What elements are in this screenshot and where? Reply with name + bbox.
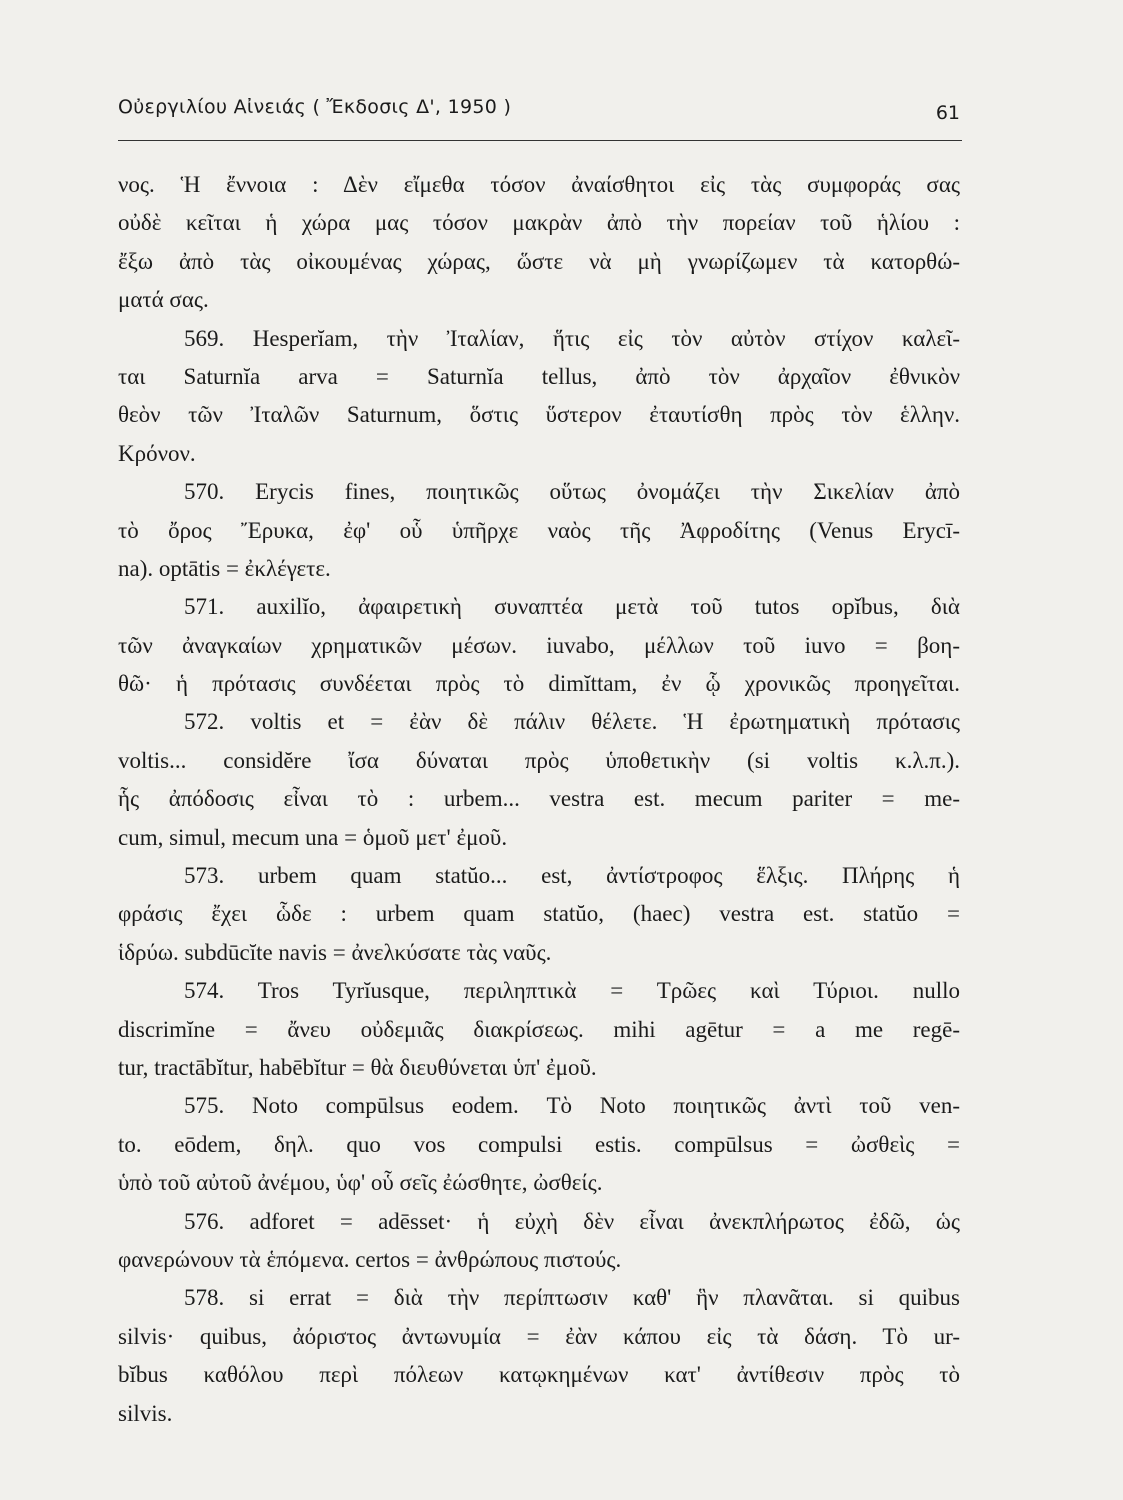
running-head [118,96,960,132]
text-line: tur, tractābĭtur, habēbĭtur = θὰ διευθύνεται ὑπ' ἐμοῦ. [118,1054,597,1080]
text-line: voltis... considĕre ἴσα δύναται πρὸς ὑποθετικὴν (si voltis κ.λ.π.). [118,747,960,773]
running-title: Οὐεργιλίου Αἰνειάς ( Ἔκδοσις Δ', 1950 ) [118,96,512,118]
text-line: ματά σας. [118,287,209,313]
text-line: ἔξω ἀπὸ τὰς οἰκουμένας χώρας, ὥστε νὰ μὴ γνωρίζωμεν τὰ κατορθώ- [118,248,960,274]
page-number: 61 [935,102,960,124]
text-line: silvis· quibus, ἀόριστος ἀντωνυμία = ἐὰν κάπου εἰς τὰ δάση. Τὸ ur- [118,1323,960,1349]
text-line: οὐδὲ κεῖται ἡ χώρα μας τόσον μακρὰν ἀπὸ τὴν πορείαν τοῦ ἡλίου : [118,210,960,236]
text-line: na). optātis = ἐκλέγετε. [118,555,331,581]
text-line: ἱδρύω. subdūcĭte navis = ἀνελκύσατε τὰς ναῦς. [118,939,552,965]
text-line: τὸ ὄρος Ἔρυκα, ἐφ' οὗ ὑπῆρχε ναὸς τῆς Ἀφροδίτης (Venus Erycī- [118,517,960,543]
text-line: ὑπὸ τοῦ αὐτοῦ ἀνέμου, ὑφ' οὗ σεῖς ἐώσθητε, ὠσθείς. [118,1170,603,1196]
text-line: θῶ· ἡ πρότασις συνδέεται πρὸς τὸ dimĭttam, ἐν ᾧ χρονικῶς προηγεῖται. [118,671,960,697]
text-line: Κρόνον. [118,440,196,466]
text-line: ἧς ἀπόδοσις εἶναι τὸ : urbem... vestra est. mecum pariter = me- [118,786,960,812]
header-rule [118,140,962,141]
text-line: νος. Ἡ ἔννοια : Δὲν εἴμεθα τόσον ἀναίσθητοι εἰς τὰς συμφοράς σας [118,172,960,197]
text-line: bĭbus καθόλου περὶ πόλεων κατῳκημένων κατ' ἀντίθεσιν πρὸς τὸ [118,1362,960,1388]
text-line: 576. adforet = adēsset· ἡ εὐχὴ δὲν εἶναι ἀνεκπλήρωτος ἐδῶ, ὡς [184,1208,960,1234]
text-line: 571. auxilĭo, ἀφαιρετικὴ συναπτέα μετὰ τοῦ tutos opĭbus, διὰ [184,594,960,620]
text-line: 574. Tros Tyrĭusque, περιληπτικὰ = Τρῶες καὶ Τύριοι. nullo [184,978,960,1004]
text-line: 578. si errat = διὰ τὴν περίπτωσιν καθ' ἣν πλανᾶται. si quibus [184,1285,960,1311]
text-line: φράσις ἔχει ὧδε : urbem quam statŭo, (haec) vestra est. statŭo = [118,901,960,927]
text-line: 575. Noto compūlsus eodem. Τὸ Noto ποιητικῶς ἀντὶ τοῦ ven- [184,1093,960,1119]
text-line: 572. voltis et = ἐὰν δὲ πάλιν θέλετε. Ἡ ἐρωτηματικὴ πρότασις [184,709,960,735]
text-line: 573. urbem quam statŭo... est, ἀντίστροφος ἕλξις. Πλήρης ἡ [184,863,960,889]
text-line: ται Saturnĭa arva = Saturnĭa tellus, ἀπὸ τὸν ἀρχαῖον ἐθνικὸν [118,363,960,389]
text-line: θεὸν τῶν Ἰταλῶν Saturnum, ὅστις ὕστερον ἐταυτίσθη πρὸς τὸν ἑλλην. [118,402,960,428]
text-line: cum, simul, mecum una = ὁμοῦ μετ' ἐμοῦ. [118,824,508,850]
text-line: silvis. [118,1400,173,1426]
text-line: 570. Erycis fines, ποιητικῶς οὕτως ὀνομάζει τὴν Σικελίαν ἀπὸ [184,479,960,505]
text-line: to. eōdem, δηλ. quo vos compulsi estis. compūlsus = ὠσθεὶς = [118,1131,960,1157]
text-line: 569. Hesperĭam, τὴν Ἰταλίαν, ἥτις εἰς τὸν αὐτὸν στίχον καλεῖ- [184,325,960,351]
text-line: φανερώνουν τὰ ἑπόμενα. certos = ἀνθρώπους πιστούς. [118,1246,622,1272]
body-text [118,166,960,1433]
text-line: τῶν ἀναγκαίων χρηματικῶν μέσων. iuvabo, μέλλων τοῦ iuvo = βοη- [118,632,960,658]
text-line: discrimĭne = ἄνευ οὐδεμιᾶς διακρίσεως. mihi agētur = a me regē- [118,1016,960,1042]
